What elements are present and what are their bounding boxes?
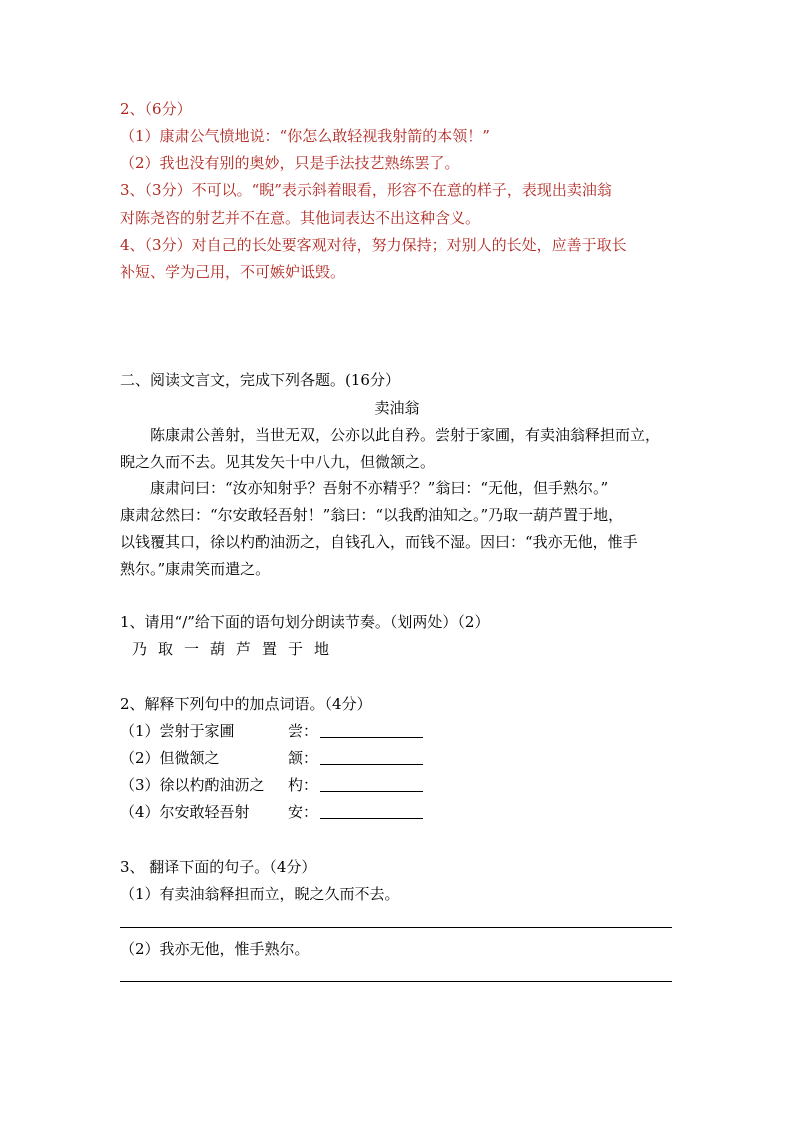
term-phrase: （4）尔安敢轻吾射 <box>120 803 250 821</box>
question-3-prompt: 3、 翻译下面的句子。（4分） <box>120 858 317 876</box>
passage-para2-line1: 康肃问曰：“汝亦知射乎？吾射不亦精乎？”翁曰：“无他，但手熟尔。” <box>150 479 609 497</box>
passage-para1-line2: 睨之久而不去。见其发矢十中八九，但微颔之。 <box>120 453 436 471</box>
passage-para2-line3: 以钱覆其口，徐以杓酌油沥之，自钱孔入，而钱不湿。因曰：“我亦无他，惟手 <box>120 533 638 551</box>
answer-3-line1: 3、（3分）不可以。“睨”表示斜着眼看，形容不在意的样子，表现出卖油翁 <box>120 181 612 199</box>
question-1-sentence: 乃取一葫芦置于地 <box>132 640 341 658</box>
term-label: 颔： <box>288 749 319 767</box>
passage-para2-line4: 熟尔。”康肃笑而遣之。 <box>120 560 271 578</box>
answer-3-line2: 对陈尧咨的射艺并不在意。其他词表达不出这种含义。 <box>120 209 481 227</box>
term-phrase: （3）徐以杓酌油沥之 <box>120 776 265 794</box>
answer-4-line2: 补短、学为己用，不可嫉妒诋毁。 <box>120 263 346 281</box>
term-phrase: （1）尝射于家圃 <box>120 722 235 740</box>
passage-title: 卖油翁 <box>374 399 420 417</box>
answer-line-1[interactable] <box>120 927 672 928</box>
term-label: 安： <box>288 803 319 821</box>
term-phrase: （2）但微颔之 <box>120 749 220 767</box>
question-3-item1: （1）有卖油翁释担而立，睨之久而不去。 <box>120 885 400 903</box>
section-heading: 二、阅读文言文，完成下列各题。(16分） <box>120 371 400 389</box>
question-2-prompt: 2、解释下列句中的加点词语。（4分） <box>120 695 372 713</box>
question-3-item2: （2）我亦无他，惟手熟尔。 <box>120 940 310 958</box>
answer-4-line1: 4、（3分）对自己的长处要客观对待，努力保持；对别人的长处，应善于取长 <box>120 236 627 254</box>
term-label: 尝： <box>288 722 319 740</box>
answer-2-1: （1）康肃公气愤地说：“你怎么敢轻视我射箭的本领！” <box>120 127 490 145</box>
answer-2-heading: 2、（6分） <box>120 100 192 118</box>
passage-para1-line1: 陈康肃公善射，当世无双，公亦以此自矜。尝射于家圃，有卖油翁释担而立， <box>150 426 661 444</box>
answer-2-2: （2）我也没有别的奥妙，只是手法技艺熟练罢了。 <box>120 154 460 172</box>
answer-blank[interactable] <box>320 737 423 738</box>
answer-blank[interactable] <box>320 818 423 819</box>
question-1-prompt: 1、请用“/”给下面的语句划分朗读节奏。（划两处）（2） <box>120 613 490 631</box>
answer-line-2[interactable] <box>120 981 672 982</box>
answer-blank[interactable] <box>320 791 423 792</box>
answer-blank[interactable] <box>320 764 423 765</box>
passage-para2-line2: 康肃忿然曰：“尔安敢轻吾射！”翁曰：“以我酌油知之。”乃取一葫芦置于地， <box>120 506 624 524</box>
term-label: 杓： <box>288 776 319 794</box>
